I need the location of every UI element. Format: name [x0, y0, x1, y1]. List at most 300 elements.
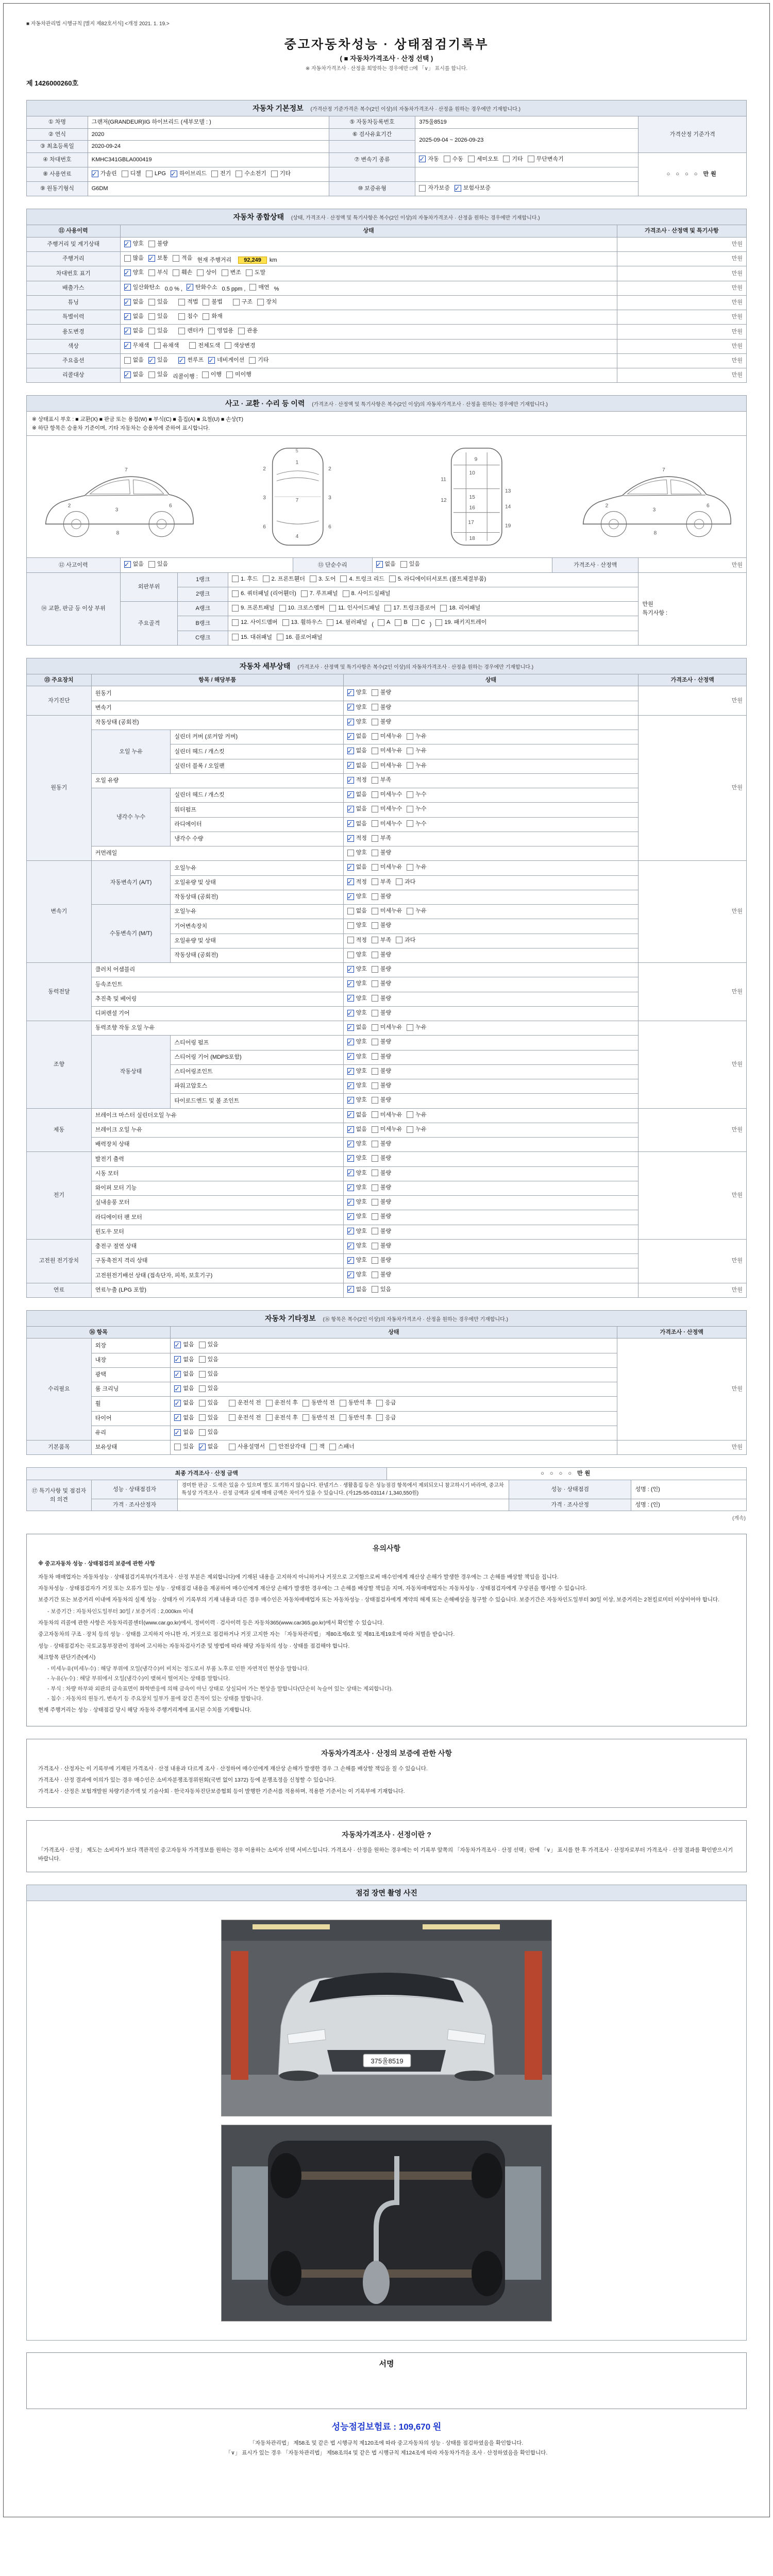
checkbox-icon — [372, 806, 378, 812]
item-label: 룸 크리닝 — [95, 1386, 119, 1393]
check-option[interactable] — [203, 298, 222, 307]
check-option[interactable] — [171, 170, 207, 178]
checkbox-icon — [372, 937, 378, 943]
check-option[interactable] — [419, 155, 439, 164]
checkbox-icon — [372, 864, 378, 871]
check-option[interactable] — [178, 312, 198, 321]
check-option[interactable] — [301, 589, 338, 598]
check-option[interactable] — [310, 1443, 325, 1451]
check-option[interactable] — [263, 575, 305, 584]
check-option[interactable] — [347, 1285, 367, 1294]
check-option[interactable] — [174, 1355, 194, 1364]
check-option[interactable] — [347, 834, 367, 843]
check-option[interactable] — [372, 965, 391, 974]
check-option[interactable] — [347, 1081, 367, 1090]
footer-line-2: 「∨」 표시가 있는 경우 「자동차관리법」 제58조의4 및 같은 법 시행규칙 제124조에 따라 자동차가격을 조사 · 산정하였음을 확인합니다. — [225, 2450, 548, 2456]
check-option[interactable] — [124, 240, 144, 248]
check-option[interactable] — [407, 805, 426, 814]
check-option[interactable] — [199, 1414, 219, 1422]
check-option[interactable] — [468, 155, 499, 164]
check-option[interactable] — [372, 747, 402, 755]
check-option[interactable] — [372, 1023, 402, 1032]
check-option[interactable] — [232, 589, 296, 598]
check-option[interactable] — [174, 1341, 194, 1349]
item-label: 브레이크 오일 누유 — [95, 1127, 142, 1133]
check-option[interactable] — [229, 1399, 261, 1408]
check-option[interactable] — [372, 1038, 391, 1046]
check-label: 양호 — [132, 240, 144, 247]
check-option[interactable] — [124, 268, 144, 277]
check-option[interactable] — [303, 1399, 335, 1408]
check-option[interactable] — [372, 878, 391, 887]
item-cell — [171, 730, 343, 744]
check-option[interactable] — [372, 1212, 391, 1221]
check-option[interactable] — [372, 703, 391, 712]
check-option[interactable] — [173, 268, 192, 277]
check-option[interactable] — [372, 761, 402, 770]
check-option[interactable] — [148, 370, 168, 379]
check-option[interactable] — [271, 170, 291, 178]
check-option[interactable] — [232, 633, 272, 642]
check-option[interactable] — [189, 342, 220, 350]
check-option[interactable] — [347, 1009, 367, 1018]
check-option[interactable] — [232, 618, 277, 627]
check-option[interactable] — [187, 283, 217, 292]
cell-text — [173, 330, 174, 336]
check-option[interactable] — [232, 575, 258, 584]
value-cell — [88, 116, 329, 129]
check-option[interactable] — [347, 951, 367, 959]
check-label: 누유 — [415, 733, 427, 739]
check-option[interactable] — [372, 805, 402, 814]
check-option[interactable] — [232, 604, 274, 613]
check-option[interactable] — [347, 1067, 367, 1076]
check-label: 동반석 후 — [348, 1414, 372, 1421]
check-option[interactable] — [148, 298, 168, 307]
check-option[interactable] — [372, 1256, 391, 1265]
checkbox-icon — [236, 171, 242, 177]
check-option[interactable] — [277, 633, 322, 642]
check-label: 유채색 — [162, 342, 179, 349]
state-cell — [343, 905, 638, 919]
cell-text — [173, 315, 174, 321]
check-option[interactable] — [407, 1111, 426, 1120]
check-option[interactable] — [233, 298, 253, 307]
cell-text: 0.5 ppm , — [222, 286, 246, 293]
check-option[interactable] — [372, 1242, 391, 1250]
check-option[interactable] — [372, 1270, 391, 1279]
cell-label: ⑭ 교환, 판금 등 이상 부위 — [41, 605, 106, 612]
check-option[interactable] — [347, 979, 367, 988]
check-option[interactable] — [347, 1111, 367, 1120]
check-option[interactable] — [229, 1414, 261, 1422]
check-option[interactable] — [257, 298, 277, 307]
check-option[interactable] — [148, 356, 168, 365]
check-option[interactable] — [347, 1242, 367, 1250]
check-option[interactable] — [347, 1125, 367, 1134]
check-option[interactable] — [347, 761, 367, 770]
check-option[interactable] — [347, 1227, 367, 1236]
check-option[interactable] — [376, 560, 396, 569]
check-option[interactable] — [347, 1256, 367, 1265]
check-option[interactable] — [407, 863, 426, 872]
check-option[interactable] — [372, 907, 402, 916]
check-option[interactable] — [407, 820, 426, 828]
check-option[interactable] — [347, 892, 367, 901]
checkbox-icon — [238, 328, 245, 334]
check-label: 3. 도어 — [318, 575, 336, 582]
check-option[interactable] — [347, 965, 367, 974]
value-cell — [120, 558, 293, 572]
cell-label: 상태 — [363, 228, 374, 234]
check-option[interactable] — [407, 1125, 426, 1134]
check-option[interactable] — [440, 604, 480, 613]
check-option[interactable] — [208, 356, 244, 365]
checkbox-icon — [372, 1039, 378, 1045]
check-option[interactable] — [347, 1023, 367, 1032]
check-option[interactable] — [372, 1111, 402, 1120]
check-option[interactable] — [372, 1053, 391, 1061]
check-option[interactable] — [347, 1140, 367, 1148]
check-label: 부족 — [380, 937, 392, 943]
check-option[interactable] — [347, 718, 367, 726]
check-option[interactable] — [270, 1443, 306, 1451]
cell-value: G6DM — [91, 185, 108, 192]
check-label: 있음 — [183, 1444, 194, 1450]
check-option[interactable] — [347, 878, 367, 887]
check-option[interactable] — [148, 254, 168, 263]
check-label: 동반석 전 — [311, 1400, 335, 1406]
check-option[interactable] — [340, 1399, 372, 1408]
check-option[interactable] — [347, 790, 367, 799]
checkbox-icon — [372, 980, 378, 987]
item-label: 스티어링조인트 — [174, 1069, 213, 1075]
check-option[interactable] — [435, 618, 486, 627]
check-option[interactable] — [372, 994, 391, 1003]
check-option[interactable] — [124, 312, 144, 321]
check-option[interactable] — [347, 703, 367, 712]
svg-text:3: 3 — [115, 507, 119, 513]
check-option[interactable] — [395, 618, 407, 627]
check-option[interactable] — [372, 936, 391, 945]
check-option[interactable] — [347, 907, 367, 916]
check-option[interactable] — [407, 790, 426, 799]
item-cell — [91, 977, 343, 992]
check-option[interactable] — [199, 1341, 219, 1349]
check-option[interactable] — [178, 298, 198, 307]
cell-text: 만원 — [642, 601, 653, 608]
check-option[interactable] — [528, 155, 564, 164]
check-option[interactable] — [347, 1212, 367, 1221]
check-option[interactable] — [372, 1081, 391, 1090]
check-option[interactable] — [389, 575, 486, 584]
check-option[interactable] — [396, 878, 415, 887]
check-option[interactable] — [203, 312, 222, 321]
check-option[interactable] — [329, 604, 380, 613]
svg-text:5: 5 — [295, 448, 298, 454]
item-cell — [171, 759, 343, 773]
check-option[interactable] — [347, 1053, 367, 1061]
check-option[interactable] — [372, 1227, 391, 1236]
check-option[interactable] — [124, 254, 144, 263]
check-option[interactable] — [347, 732, 367, 741]
check-option[interactable] — [122, 170, 141, 178]
check-option[interactable] — [148, 560, 168, 569]
check-label: 불량 — [380, 980, 392, 987]
check-option[interactable] — [174, 1384, 194, 1393]
check-option[interactable] — [372, 1067, 391, 1076]
check-option[interactable] — [347, 747, 367, 755]
check-label: 미세누수 — [380, 791, 402, 798]
check-option[interactable] — [372, 1140, 391, 1148]
check-option[interactable] — [229, 1443, 265, 1451]
check-option[interactable] — [236, 170, 266, 178]
check-option[interactable] — [347, 994, 367, 1003]
check-option[interactable] — [372, 1096, 391, 1105]
check-option[interactable] — [347, 820, 367, 828]
check-option[interactable] — [407, 732, 426, 741]
check-option[interactable] — [372, 1183, 391, 1192]
check-option[interactable] — [444, 155, 463, 164]
check-option[interactable] — [372, 820, 402, 828]
check-option[interactable] — [174, 1443, 194, 1451]
check-option[interactable] — [503, 155, 523, 164]
check-option[interactable] — [340, 575, 384, 584]
check-label: 18. 리어패널 — [449, 605, 481, 611]
check-option[interactable] — [412, 618, 425, 627]
check-option[interactable] — [249, 283, 269, 292]
check-option[interactable] — [246, 268, 265, 277]
check-option[interactable] — [343, 589, 391, 598]
check-option[interactable] — [310, 575, 335, 584]
check-option[interactable] — [148, 268, 168, 277]
check-option[interactable] — [146, 170, 166, 178]
check-option[interactable] — [279, 604, 325, 613]
check-option[interactable] — [199, 1428, 219, 1437]
check-option[interactable] — [347, 1198, 367, 1207]
check-option[interactable] — [455, 184, 491, 193]
item-label: 파워고압호스 — [174, 1083, 208, 1090]
check-option[interactable] — [407, 761, 426, 770]
checkbox-checked-icon — [124, 241, 131, 247]
check-option[interactable] — [124, 283, 160, 292]
checkbox-checked-icon — [376, 561, 383, 568]
check-option[interactable] — [148, 327, 168, 335]
check-option[interactable] — [372, 951, 391, 959]
check-option[interactable] — [199, 1384, 219, 1393]
check-option[interactable] — [372, 1198, 391, 1207]
check-option[interactable] — [266, 1399, 298, 1408]
checkbox-icon — [263, 575, 270, 582]
check-label: 잭 — [319, 1444, 325, 1450]
label-cell — [27, 167, 88, 181]
check-option[interactable] — [407, 907, 426, 916]
check-option[interactable] — [303, 1414, 335, 1422]
check-option[interactable] — [329, 1443, 355, 1451]
check-option[interactable] — [282, 618, 323, 627]
check-option[interactable] — [327, 618, 367, 627]
check-option[interactable] — [372, 892, 391, 901]
table-row — [27, 339, 747, 353]
check-option[interactable] — [124, 560, 144, 569]
check-option[interactable] — [226, 370, 251, 379]
check-option[interactable] — [178, 356, 204, 365]
check-option[interactable] — [376, 1414, 396, 1422]
check-option[interactable] — [124, 298, 144, 307]
checkbox-icon — [444, 156, 450, 162]
check-option[interactable] — [384, 604, 435, 613]
check-option[interactable] — [372, 834, 391, 843]
check-option[interactable] — [148, 240, 168, 248]
inspection-photo-front — [221, 1920, 552, 2116]
price-cell — [638, 1152, 747, 1240]
check-option[interactable] — [419, 184, 450, 193]
check-option[interactable] — [347, 1154, 367, 1163]
check-option[interactable] — [407, 1023, 426, 1032]
check-option[interactable] — [372, 979, 391, 988]
checkbox-checked-icon — [148, 255, 155, 262]
checkbox-checked-icon — [347, 1097, 354, 1104]
check-label: 구조 — [241, 298, 253, 305]
check-label: 없음 — [132, 298, 144, 305]
check-option[interactable] — [347, 776, 367, 785]
notice-item-text: 자동차 매매업자는 자동차성능 · 상태점검기록부(가격조사 · 산정 부분은 제외합니다)에 기재된 내용을 고지하지 아니하거나 거짓으로 고지함으로써 매수인에게 재산상 손해가 발생한 경우에는 그 손해를 배상할 책임을 집니다. — [38, 1573, 559, 1580]
check-option[interactable] — [347, 849, 367, 857]
check-label: 하이브리드 — [179, 170, 207, 177]
check-option[interactable] — [372, 921, 391, 930]
check-option[interactable] — [378, 618, 390, 627]
label-cell — [27, 295, 121, 310]
check-option[interactable] — [372, 790, 402, 799]
check-option[interactable] — [347, 1270, 367, 1279]
check-option[interactable] — [174, 1414, 194, 1422]
check-option[interactable] — [400, 560, 420, 569]
check-option[interactable] — [208, 327, 233, 335]
check-option[interactable] — [372, 849, 391, 857]
check-label: B — [404, 619, 408, 626]
check-label: 매연 — [258, 284, 270, 291]
table-row — [27, 325, 747, 339]
check-option[interactable] — [154, 342, 179, 350]
check-option[interactable] — [92, 170, 117, 178]
check-option[interactable] — [372, 688, 391, 697]
check-option[interactable] — [199, 1399, 219, 1408]
insurance-fee-label: 성능점검보험료 : — [331, 2422, 396, 2432]
check-option[interactable] — [211, 170, 231, 178]
check-option[interactable] — [222, 268, 241, 277]
check-option[interactable] — [124, 356, 144, 365]
check-option[interactable] — [372, 1009, 391, 1018]
check-option[interactable] — [372, 1285, 391, 1294]
check-option[interactable] — [340, 1414, 372, 1422]
check-option[interactable] — [124, 370, 144, 379]
check-option[interactable] — [199, 1370, 219, 1379]
check-option[interactable] — [199, 1355, 219, 1364]
check-option[interactable] — [372, 732, 402, 741]
check-option[interactable] — [372, 1125, 402, 1134]
check-option[interactable] — [202, 370, 222, 379]
checkbox-icon — [407, 1126, 413, 1133]
checkbox-icon — [211, 171, 218, 177]
cell-label: 주행거리 — [62, 256, 85, 262]
check-option[interactable] — [376, 1399, 396, 1408]
check-option[interactable] — [347, 1038, 367, 1046]
checkbox-icon — [372, 1243, 378, 1249]
check-option[interactable] — [372, 1154, 391, 1163]
cell-label: 주요골격 — [138, 620, 160, 626]
check-option[interactable] — [238, 327, 258, 335]
check-option[interactable] — [266, 1414, 298, 1422]
check-option[interactable] — [407, 747, 426, 755]
check-option[interactable] — [372, 1169, 391, 1178]
car-diagram-underframe — [389, 442, 563, 551]
checkbox-icon — [389, 575, 396, 582]
check-option[interactable] — [347, 1096, 367, 1105]
checkbox-icon — [178, 299, 185, 306]
check-option[interactable] — [347, 688, 367, 697]
group-label-cell — [27, 1152, 92, 1240]
check-option[interactable] — [347, 863, 367, 872]
check-label: 없음 — [132, 328, 144, 334]
check-option[interactable] — [372, 718, 391, 726]
check-option[interactable] — [225, 342, 256, 350]
check-option[interactable] — [372, 776, 391, 785]
state-cell — [343, 919, 638, 934]
checkbox-icon — [148, 241, 155, 247]
cell-label: 용도변경 — [62, 328, 85, 335]
state-cell — [343, 1152, 638, 1166]
state-cell — [343, 1138, 638, 1152]
check-option[interactable] — [347, 921, 367, 930]
check-option[interactable] — [174, 1428, 194, 1437]
label-cell — [329, 182, 415, 196]
check-option[interactable] — [174, 1399, 194, 1408]
check-option[interactable] — [347, 805, 367, 814]
checkbox-icon — [340, 1400, 346, 1406]
value-cell — [415, 152, 638, 167]
legend-line-1: ※ 상태표시 부호 : ■ 교환(X) ■ 판금 또는 용접(W) ■ 부식(C) ■ 흠집(A) ■ 요철(U) ■ 손상(T) — [32, 416, 243, 423]
check-option[interactable] — [347, 1169, 367, 1178]
check-label: 있음 — [380, 1286, 392, 1293]
check-option[interactable] — [173, 254, 192, 263]
check-option[interactable] — [178, 327, 204, 335]
check-option[interactable] — [174, 1370, 194, 1379]
label-cell — [27, 116, 88, 129]
check-option[interactable] — [249, 356, 268, 365]
check-label: 불량 — [380, 704, 392, 710]
checkbox-checked-icon — [347, 1068, 354, 1075]
check-option[interactable] — [347, 1183, 367, 1192]
check-option[interactable] — [148, 312, 168, 321]
overall-condition-table — [26, 225, 747, 383]
check-label: 동반석 전 — [311, 1414, 335, 1421]
value-cell — [120, 237, 617, 251]
value-cell — [120, 310, 617, 325]
check-label: 없음 — [356, 908, 367, 914]
cell-label: 색상 — [68, 343, 79, 349]
section-heading — [26, 658, 747, 674]
check-option[interactable] — [396, 936, 415, 945]
check-option[interactable] — [197, 268, 216, 277]
state-cell — [343, 1210, 638, 1225]
check-option[interactable] — [199, 1443, 219, 1451]
check-option[interactable] — [124, 327, 144, 335]
check-option[interactable] — [347, 936, 367, 945]
checkbox-icon — [396, 937, 402, 943]
check-option[interactable] — [124, 342, 149, 350]
checkbox-icon — [372, 1272, 378, 1278]
check-option[interactable] — [372, 863, 402, 872]
